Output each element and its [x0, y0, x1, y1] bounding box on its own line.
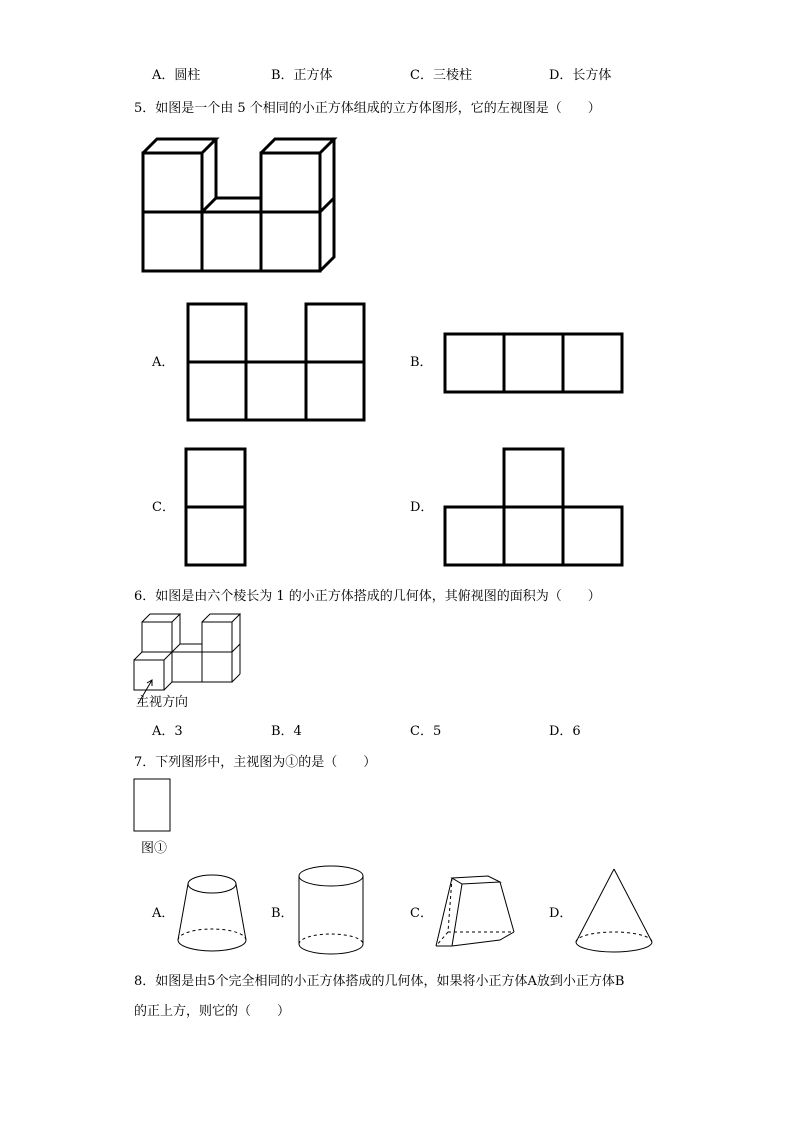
q4-option-c: C．三棱柱 [410, 68, 472, 83]
q5-option-a-label: A． [152, 355, 175, 370]
q4-option-a: A．圆柱 [152, 68, 201, 83]
q8-stem-line1: 8．如图是由5个完全相同的小正方体搭成的几何体，如果将小正方体A放到小正方体B [134, 974, 625, 989]
q7-option-c-figure [432, 870, 522, 952]
q5-stem: 5．如图是一个由 5 个相同的小正方体组成的立方体图形，它的左视图是（ ） [134, 101, 601, 116]
q4-option-b: B．正方体 [271, 68, 333, 83]
q5-option-b-figure [443, 332, 625, 394]
q7-option-c-label: C． [410, 906, 433, 921]
q7-option-d-figure [572, 866, 658, 956]
q5-option-a-figure [186, 302, 366, 424]
q6-option-d: D．6 [549, 724, 581, 739]
q6-option-b: B．4 [271, 724, 302, 739]
q7-figure-caption: 图① [141, 841, 168, 856]
q5-option-c-label: C． [152, 500, 175, 515]
q6-direction-caption: 主视方向 [136, 695, 189, 710]
q7-option-a-label: A． [152, 906, 175, 921]
q5-option-d-label: D． [410, 500, 434, 515]
q4-option-d: D．长方体 [549, 68, 612, 83]
q5-option-c-figure [184, 447, 248, 569]
q5-option-d-figure [443, 447, 625, 569]
q7-stem: 7．下列图形中，主视图为①的是（ ） [134, 755, 377, 770]
q6-option-c: C．5 [410, 724, 442, 739]
q7-option-a-figure [174, 870, 254, 954]
q7-option-b-figure [294, 862, 368, 958]
q8-stem-line2: 的正上方，则它的（ ） [134, 1004, 291, 1019]
q7-option-d-label: D． [549, 906, 573, 921]
q5-solid-figure [136, 134, 346, 276]
q6-stem: 6．如图是由六个棱长为 1 的小正方体搭成的几何体，其俯视图的面积为（ ） [134, 589, 601, 604]
q7-option-b-label: B． [271, 906, 294, 921]
q5-option-b-label: B． [410, 355, 433, 370]
q7-reference-rectangle [133, 778, 173, 834]
q6-option-a: A．3 [152, 724, 183, 739]
